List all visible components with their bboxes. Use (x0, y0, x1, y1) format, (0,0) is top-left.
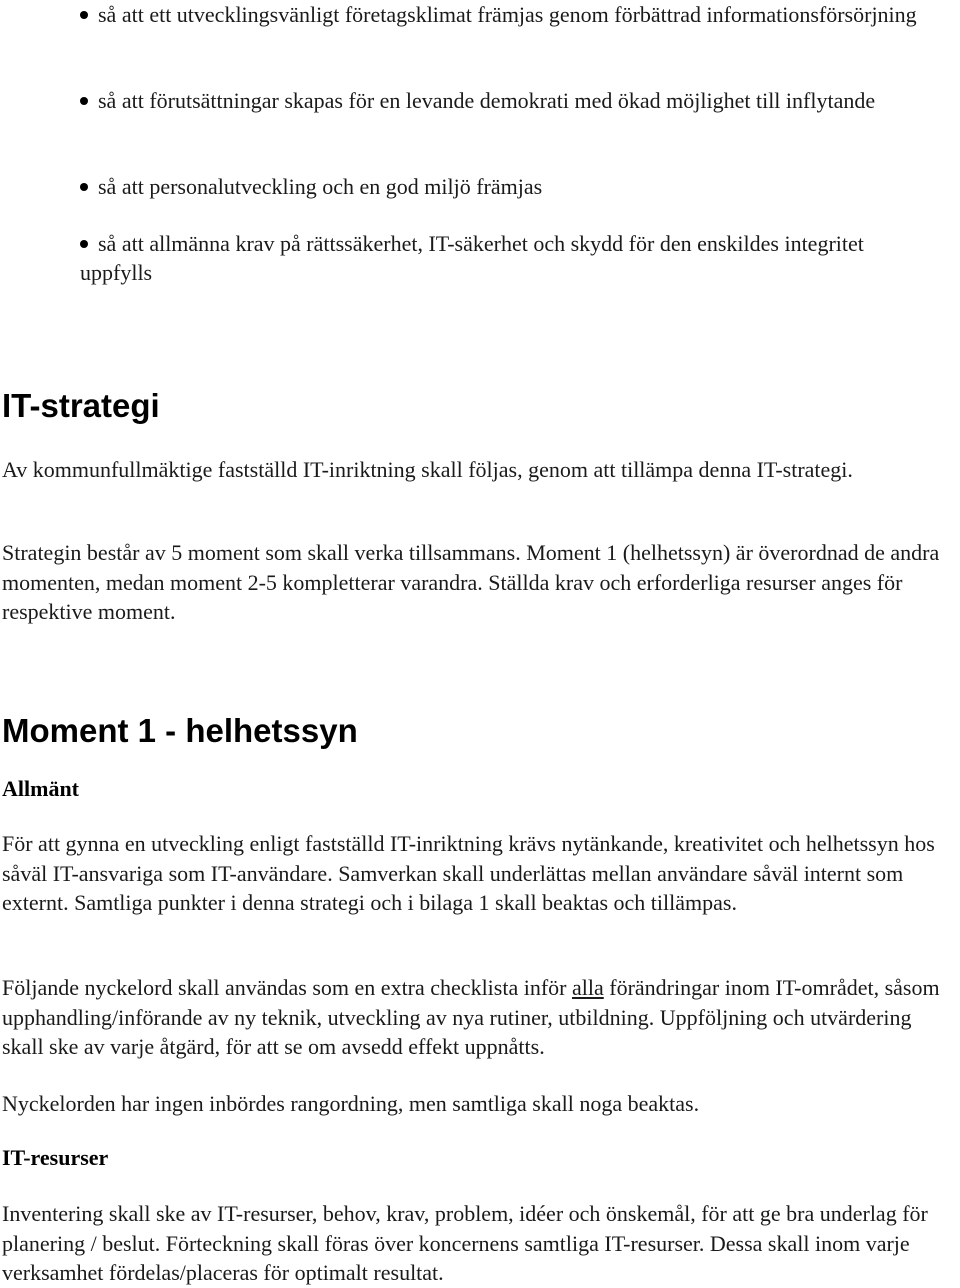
bullet-dot-icon (80, 183, 88, 191)
bullet-dot-icon (80, 97, 88, 105)
subheading-allmant: Allmänt (2, 776, 79, 801)
bullet-item (80, 86, 875, 115)
bullet-dot-icon (80, 11, 88, 19)
paragraph-it-strategi-2: Strategin består av 5 moment som skall verka tillsammans. Moment 1 (helhetssyn) är överordnad de andra momenten, medan moment 2-5 kompletterar varandra. Ställda krav och erforderliga resurser anges för respektive moment. (2, 540, 940, 624)
paragraph-moment1-2 (2, 973, 957, 1062)
paragraph-it-resurser: Inventering skall ske av IT-resurser, behov, krav, problem, idéer och önskemål, för att ge bra underlag för planering / beslut. Förteckning skall föras över koncernens samtliga IT-resurser. Dessa skall inom varje verksamhet fördelas/placeras för optimalt resultat. (2, 1201, 928, 1285)
subheading-it-resurser: IT-resurser (2, 1145, 109, 1170)
bullet-item (80, 229, 940, 287)
paragraph-moment1-1: För att gynna en utveckling enligt fastställd IT-inriktning krävs nytänkande, kreativitet och helhetssyn hos såväl IT-ansvariga som IT-användare. Samverkan skall underlättas mellan användare såväl internt som externt. Samtliga punkter i denna strategi och i bilaga 1 skall beaktas och tillämpas. (2, 831, 935, 915)
bullet-text: så att allmänna krav på rättssäkerhet, IT-säkerhet och skydd för den enskildes integritet uppfylls (80, 231, 864, 285)
bullet-dot-icon (80, 240, 88, 248)
paragraph-text: förändringar inom IT-området, såsom upphandling/införande av ny teknik, utveckling av nya rutiner, utbildning. Uppföljning och utvärdering skall ske av varje åtgärd, för att se om avsedd effekt uppnåtts. (2, 975, 940, 1059)
section-heading-moment-1: Moment 1 - helhetssyn (2, 712, 358, 749)
underlined-word: alla (572, 975, 604, 1000)
section-heading-it-strategi: IT-strategi (2, 387, 160, 424)
bullet-text: så att personalutveckling och en god miljö främjas (98, 174, 543, 199)
bullet-item (80, 0, 917, 29)
bullet-text: så att förutsättningar skapas för en levande demokrati med ökad möjlighet till inflytande (98, 88, 876, 113)
bullet-text: så att ett utvecklingsvänligt företagsklimat främjas genom förbättrad informationsförsörjning (98, 2, 917, 27)
paragraph-it-strategi-1: Av kommunfullmäktige fastställd IT-inriktning skall följas, genom att tillämpa denna IT-strategi. (2, 457, 853, 482)
paragraph-moment1-3: Nyckelorden har ingen inbördes rangordning, men samtliga skall noga beaktas. (2, 1091, 700, 1116)
bullet-item (80, 172, 542, 201)
paragraph-text: Följande nyckelord skall användas som en extra checklista inför (2, 975, 572, 1000)
